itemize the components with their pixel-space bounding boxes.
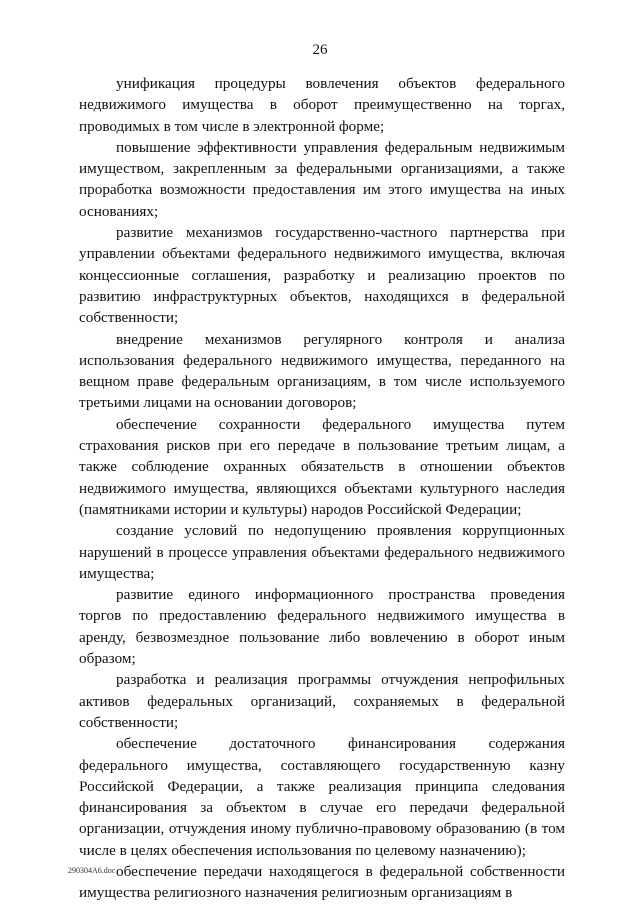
paragraph-9: обеспечение достаточного финансирования содержания федерального имущества, составляющего государственную казну Российской Федерации, а также реализация принципа следования финансирования за объектом в случае его передачи федеральной организации, отчуждения иному публично-правовому образованию (в том числе в целях обеспечения использования по целевому назначению); [79,735,565,859]
footer-filename: 290304А6.doc [68,866,116,875]
paragraph-7: развитие единого информационного пространства проведения торгов по предоставлению федерального недвижимого имущества в аренду, безвозмездное пользование либо вовлечению в оборот иным образом; [79,586,565,668]
paragraph-4: внедрение механизмов регулярного контроля и анализа использования федерального недвижимого имущества, переданного на вещном праве федеральным организациям, в том числе используемого третьими лицами на основании договоров; [79,330,565,412]
paragraph-8: разработка и реализация программы отчуждения непрофильных активов федеральных организаций, сохраняемых в федеральной собственности; [79,671,565,731]
paragraph-1: унификация процедуры вовлечения объектов федерального недвижимого имущества в оборот преимущественно на торгах, проводимых в том числе в электронной форме; [79,75,565,135]
paragraph-3: развитие механизмов государственно-частного партнерства при управлении объектами федерального недвижимого имущества, включая концессионные соглашения, разработку и реализацию проектов по развитию инфраструктурных объектов, находящихся в федеральной собственности; [79,224,565,327]
paragraph-10: обеспечение передачи находящегося в федеральной собственности имущества религиозного назначения религиозным организациям в [79,862,565,902]
paragraph-5: обеспечение сохранности федерального имущества путем страхования рисков при его передаче в пользование третьим лицам, а также соблюдение охранных обязательств в отношении объектов недвижимого имущества, являющихся объектами культурного наследия (памятниками истории и культуры) народов Российской Федерации; [79,415,565,518]
paragraph-2: повышение эффективности управления федеральным недвижимым имуществом, закрепленным за федеральными организациями, а также проработка возможности предоставления им этого имущества на иных основаниях; [79,138,565,220]
paragraph-6: создание условий по недопущению проявления коррупционных нарушений в процессе управления объектами федерального недвижимого имущества; [79,522,565,582]
page-number: 26 [312,42,328,58]
document-body [79,73,565,904]
